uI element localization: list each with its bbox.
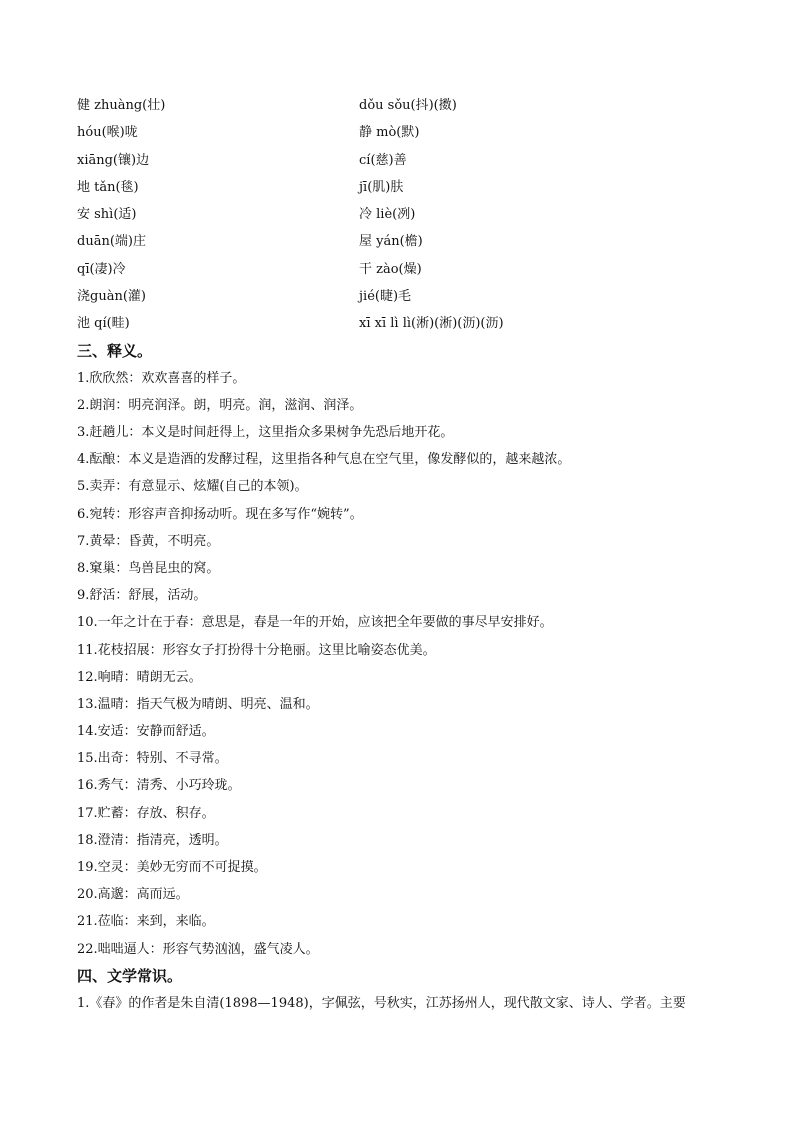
section-heading-definitions: 三、释义。: [77, 341, 153, 360]
pinyin-item: duān(端)庄: [77, 234, 146, 250]
definition-item: 9.舒活：舒展，活动。: [77, 588, 207, 604]
definition-item: 16.秀气：清秀、小巧玲珑。: [77, 778, 241, 794]
definition-list: [77, 365, 727, 963]
definition-item: 20.高邈：高而远。: [77, 887, 189, 903]
pinyin-item: jī(肌)肤: [359, 179, 404, 195]
pinyin-item: 干 zào(燥): [359, 261, 422, 277]
pinyin-item: xī xī lì lì(淅)(淅)(沥)(沥): [359, 316, 504, 332]
definition-item: 2.朗润：明亮润泽。朗，明亮。润，滋润、润泽。: [77, 397, 363, 413]
definition-item: 17.贮蓄：存放、积存。: [77, 805, 215, 821]
definition-item: 3.赶趟儿：本义是时间赶得上，这里指众多果树争先恐后地开花。: [77, 425, 454, 441]
literature-item: 1.《春》的作者是朱自清(1898—1948)，字佩弦，号秋实，江苏扬州人，现代散文家、诗人、学者。主要: [77, 995, 686, 1011]
definition-item: 5.卖弄：有意显示、炫耀(自己的本领)。: [77, 479, 308, 495]
definition-item: 11.花枝招展：形容女子打扮得十分艳丽。这里比喻姿态优美。: [77, 642, 436, 658]
document-page: [77, 92, 727, 1017]
pinyin-item: cí(慈)善: [359, 152, 407, 168]
definition-item: 7.黄晕：昏黄，不明亮。: [77, 533, 220, 549]
pinyin-table: [77, 92, 727, 338]
definition-item: 15.出奇：特别、不寻常。: [77, 751, 228, 767]
definition-item: 4.酝酿：本义是造酒的发酵过程，这里指各种气息在空气里，像发酵似的，越来越浓。: [77, 452, 571, 468]
pinyin-item: 地 tǎn(毯): [77, 179, 139, 195]
pinyin-item: hóu(喉)咙: [77, 125, 138, 141]
pinyin-item: qī(凄)冷: [77, 261, 126, 277]
definition-item: 14.安适：安静而舒适。: [77, 724, 215, 740]
pinyin-item: 冷 liè(冽): [359, 207, 416, 223]
definition-item: 10.一年之计在于春：意思是，春是一年的开始，应该把全年要做的事尽早安排好。: [77, 615, 553, 631]
pinyin-item: 静 mò(默): [359, 125, 420, 141]
definition-item: 19.空灵：美妙无穷而不可捉摸。: [77, 860, 267, 876]
definition-item: 6.宛转：形容声音抑扬动听。现在多写作“婉转”。: [77, 506, 363, 522]
definition-item: 8.窠巢：鸟兽昆虫的窝。: [77, 560, 220, 576]
definition-item: 13.温晴：指天气极为晴朗、明亮、温和。: [77, 696, 319, 712]
definition-item: 21.莅临：来到，来临。: [77, 914, 215, 930]
definition-item: 1.欣欣然：欢欢喜喜的样子。: [77, 370, 246, 386]
definition-item: 18.澄清：指清亮，透明。: [77, 832, 228, 848]
pinyin-item: dǒu sǒu(抖)(擞): [359, 98, 457, 113]
pinyin-item: xiāng(镶)边: [77, 152, 150, 168]
pinyin-item: 浇guàn(灌): [77, 289, 146, 305]
pinyin-item: 健 zhuàng(壮): [77, 98, 166, 113]
pinyin-item: 安 shì(适): [77, 207, 137, 223]
pinyin-item: 屋 yán(檐): [359, 234, 423, 250]
pinyin-item: jié(睫)毛: [359, 289, 412, 305]
definition-item: 22.咄咄逼人：形容气势汹汹，盛气凌人。: [77, 941, 319, 957]
pinyin-item: 池 qí(畦): [77, 316, 130, 332]
definition-item: 12.响晴：晴朗无云。: [77, 669, 202, 685]
section-heading-literature: 四、文学常识。: [77, 966, 183, 985]
